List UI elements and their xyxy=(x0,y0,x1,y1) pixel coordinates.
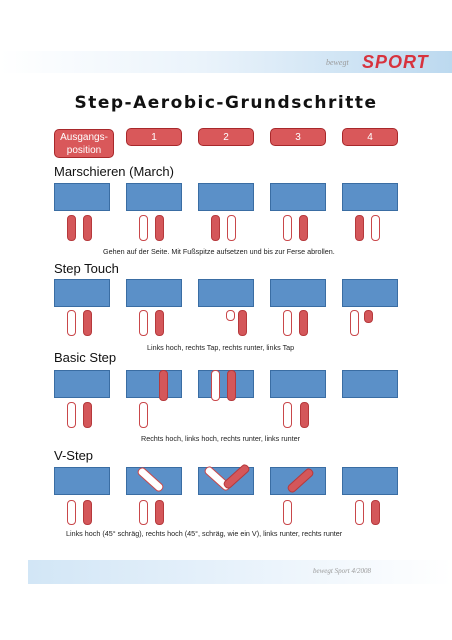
foot-active xyxy=(83,500,92,525)
step-figure-basic-step-3 xyxy=(270,370,326,432)
foot-inactive xyxy=(67,500,76,525)
step-figure-step-touch-2 xyxy=(198,279,254,341)
step-platform xyxy=(126,183,182,211)
foot-inactive xyxy=(227,215,236,241)
foot-inactive xyxy=(283,402,292,428)
step-figure-march-1 xyxy=(126,183,182,245)
step-figure-v-step-4 xyxy=(342,467,398,529)
step-platform xyxy=(198,183,254,211)
foot-active xyxy=(371,500,380,525)
foot-inactive xyxy=(211,370,220,401)
foot-active xyxy=(83,402,92,428)
step-figure-step-touch-0 xyxy=(54,279,110,341)
foot-active xyxy=(227,370,236,401)
step-figure-march-0 xyxy=(54,183,110,245)
step-platform xyxy=(54,183,110,211)
foot-inactive xyxy=(283,215,292,241)
logo-prefix: bewegt xyxy=(326,58,349,67)
step-platform xyxy=(270,183,326,211)
step-platform xyxy=(198,279,254,307)
footer-band xyxy=(28,560,452,584)
page-title: Step-Aerobic-Grundschritte xyxy=(74,93,378,113)
step-figure-march-3 xyxy=(270,183,326,245)
step-platform xyxy=(342,183,398,211)
step-figure-step-touch-4 xyxy=(342,279,398,341)
step-figure-basic-step-2 xyxy=(198,370,254,432)
section-note-basic-step: Rechts hoch, links hoch, rechts runter, links runter xyxy=(141,434,300,443)
foot-active xyxy=(83,310,92,336)
label-step-4: 4 xyxy=(342,128,398,146)
step-platform xyxy=(126,279,182,307)
step-platform xyxy=(270,279,326,307)
foot-active xyxy=(67,215,76,241)
step-figure-basic-step-0 xyxy=(54,370,110,432)
step-figure-basic-step-1 xyxy=(126,370,182,432)
footer-text: bewegt Sport 4/2008 xyxy=(313,567,371,575)
section-heading-v-step: V-Step xyxy=(54,448,94,463)
step-platform xyxy=(342,370,398,398)
step-platform xyxy=(270,370,326,398)
foot-active xyxy=(211,215,220,241)
label-step-1: 1 xyxy=(126,128,182,146)
foot-inactive xyxy=(139,500,148,525)
step-platform xyxy=(342,467,398,495)
foot-inactive xyxy=(67,402,76,428)
step-figure-step-touch-3 xyxy=(270,279,326,341)
step-platform xyxy=(198,370,254,398)
step-figure-v-step-3 xyxy=(270,467,326,529)
foot-inactive xyxy=(139,310,148,336)
foot-active xyxy=(159,370,168,401)
step-platform xyxy=(54,370,110,398)
step-platform xyxy=(54,279,110,307)
step-figure-march-2 xyxy=(198,183,254,245)
foot-inactive xyxy=(67,310,76,336)
foot-inactive xyxy=(226,310,235,321)
foot-active xyxy=(299,310,308,336)
step-platform xyxy=(54,467,110,495)
foot-active xyxy=(355,215,364,241)
step-figure-v-step-2 xyxy=(198,467,254,529)
step-figure-basic-step-4 xyxy=(342,370,398,432)
label-start-position: Ausgangs- position xyxy=(54,129,114,158)
step-figure-v-step-0 xyxy=(54,467,110,529)
section-note-step-touch: Links hoch, rechts Tap, rechts runter, links Tap xyxy=(147,343,295,352)
foot-active xyxy=(155,310,164,336)
foot-inactive xyxy=(139,402,148,428)
section-note-v-step: Links hoch (45° schräg), rechts hoch (45°, schräg, wie ein V), links runter, rechts runter xyxy=(66,529,343,538)
step-figure-step-touch-1 xyxy=(126,279,182,341)
sport-logo: SPORT xyxy=(362,52,429,72)
section-note-march: Gehen auf der Seite. Mit Fußspitze aufsetzen und bis zur Ferse abrollen. xyxy=(103,247,335,256)
foot-active xyxy=(364,310,373,323)
foot-active xyxy=(155,500,164,525)
foot-inactive xyxy=(355,500,364,525)
step-figure-march-4 xyxy=(342,183,398,245)
step-platform xyxy=(126,370,182,398)
foot-inactive xyxy=(283,500,292,525)
label-step-3: 3 xyxy=(270,128,326,146)
step-figure-v-step-1 xyxy=(126,467,182,529)
foot-inactive xyxy=(139,215,148,241)
step-platform xyxy=(342,279,398,307)
section-heading-march: Marschieren (March) xyxy=(54,164,174,179)
label-step-2: 2 xyxy=(198,128,254,146)
foot-inactive xyxy=(350,310,359,336)
foot-active xyxy=(83,215,92,241)
foot-active xyxy=(238,310,247,336)
section-heading-step-touch: Step Touch xyxy=(54,261,119,276)
foot-active xyxy=(155,215,164,241)
foot-inactive xyxy=(283,310,292,336)
foot-active xyxy=(300,402,309,428)
foot-active xyxy=(299,215,308,241)
foot-inactive xyxy=(371,215,380,241)
section-heading-basic-step: Basic Step xyxy=(54,350,117,365)
